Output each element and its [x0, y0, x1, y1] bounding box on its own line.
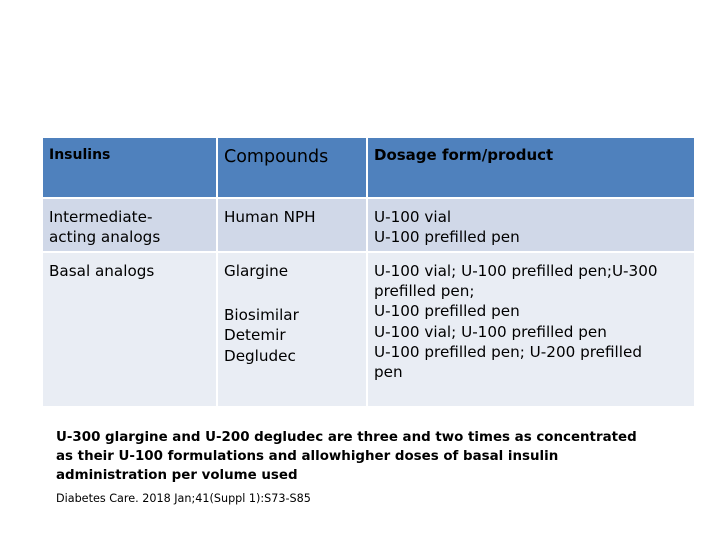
row2-dosage: U-100 vial; U-100 prefilled pen;U-300 prefilled pen; U-100 prefilled pen U-100 vial; U-100 prefilled pen U-100 prefilled pen; U-200 prefilled pen	[368, 253, 694, 406]
footnote: U-300 glargine and U-200 degludec are three and two times as concentrated as their U-100 formulations and allowhigher doses of basal insulin administration per volume used	[56, 430, 637, 484]
row1-compounds: Human NPH	[218, 199, 366, 251]
spacer	[224, 281, 360, 305]
header-compounds: Compounds	[218, 138, 366, 197]
row1-dosage: U-100 vial U-100 prefilled pen	[368, 199, 694, 251]
row2-compounds	[218, 253, 366, 406]
header-insulins: Insulins	[43, 138, 216, 197]
insulin-table	[43, 138, 690, 406]
row2-insulins: Basal analogs	[43, 253, 216, 406]
row2-compounds-top: Glargine	[224, 262, 289, 280]
header-dosage-form: Dosage form/product	[368, 138, 694, 197]
row1-insulins: Intermediate- acting analogs	[43, 199, 216, 251]
row2-compounds-bottom: Biosimilar Detemir Degludec	[224, 306, 299, 365]
citation: Diabetes Care. 2018 Jan;41(Suppl 1):S73-S85	[56, 492, 311, 505]
